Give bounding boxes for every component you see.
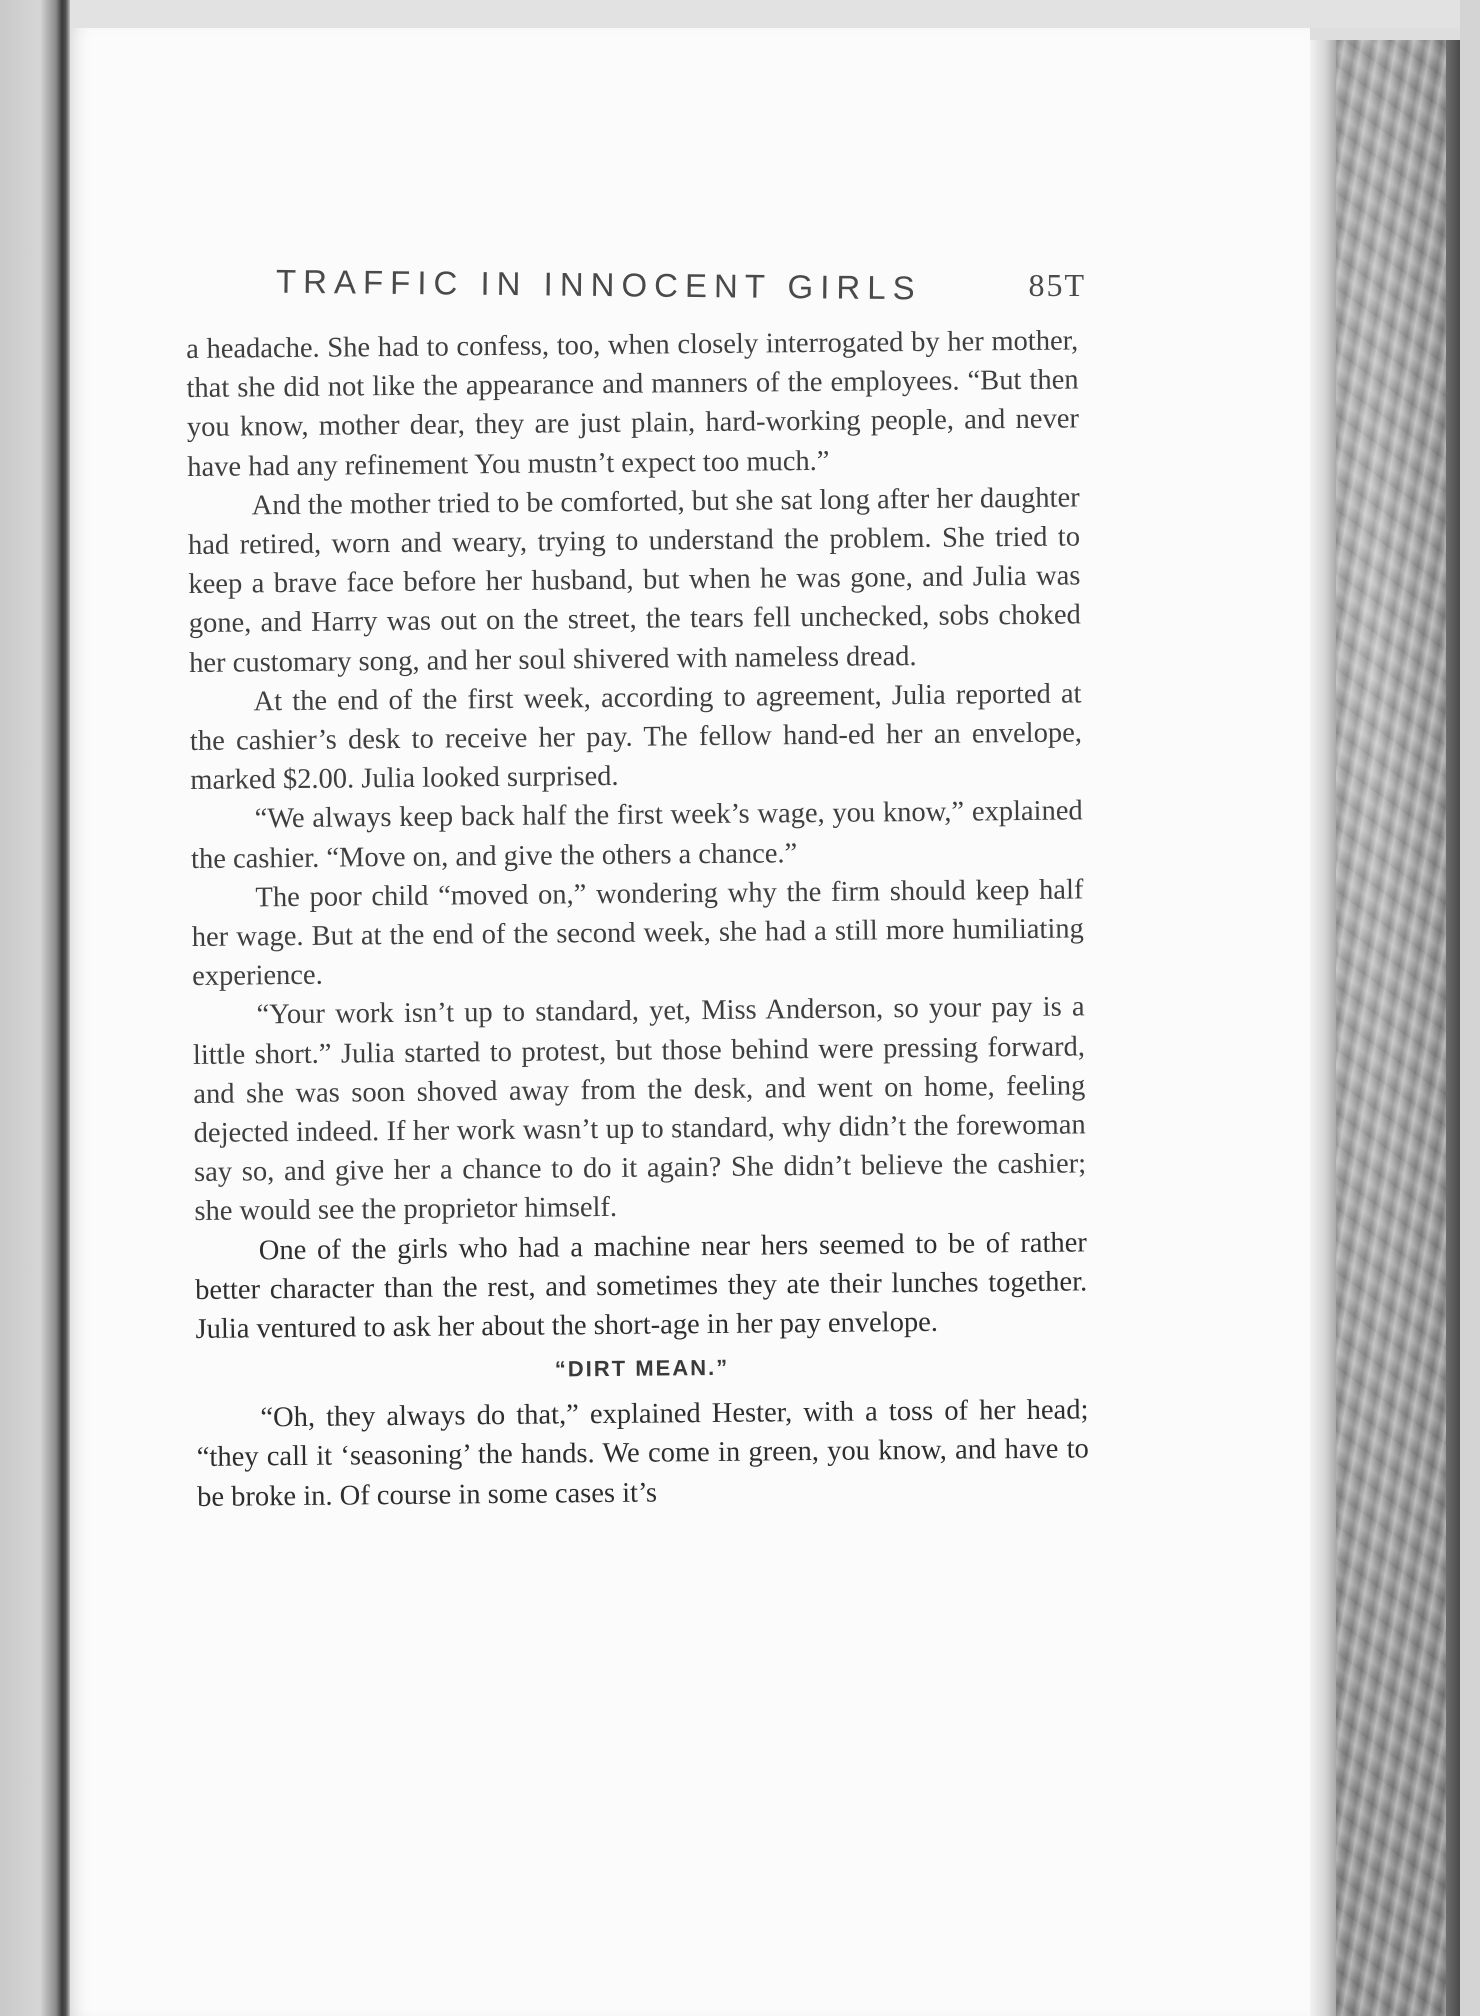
paragraph: “We always keep back half the first week’s wage, you know,” explained the cashier. “Move on, and give the others a chance.”	[190, 795, 1083, 875]
marbled-page-edge	[1310, 40, 1460, 2016]
scan-background-right	[1460, 0, 1480, 2016]
book-binding-edge	[0, 0, 70, 2016]
paragraph: “Your work isn’t up to standard, yet, Miss Anderson, so your pay is a little short.” Julia started to protest, but those behind were pressing forward, and she was soon shoved away from the desk, and went on home, feeling dejected indeed. If her work wasn’t up to standard, why didn’t the forewoman say so, and give her a chance to do it again? She didn’t believe the cashier; she would see the proprietor himself.	[192, 991, 1087, 1228]
paragraph: a headache. She had to confess, too, when closely interrogated by her mother, that she did not like the appearance and manners of the employees. “But then you know, mother dear, they are just plain, hard-working people, and never have had any refinement You mustn’t expect too much.”	[186, 325, 1080, 483]
scan-background-top	[0, 0, 1480, 28]
page-number: 85T	[1028, 267, 1086, 303]
paragraph: “Oh, they always do that,” explained Hester, with a toss of her head; “they call it ‘seasoning’ the hands. We come in green, you know, and have to be broke in. Of course in some cases it’s	[196, 1394, 1089, 1513]
paragraph: And the mother tried to be comforted, but she sat long after her daughter had retired, worn and weary, trying to understand the problem. She tried to keep a brave face before her husband, but when he was gone, and Julia was gone, and Harry was out on the street, the tears fell unchecked, sobs choked her customary song, and her soul shivered with nameless dread.	[187, 482, 1081, 679]
running-header	[275, 262, 1086, 312]
section-heading: “DIRT MEAN.”	[554, 1355, 730, 1382]
paragraph: At the end of the first week, according to agreement, Julia reported at the cashier’s desk to receive her pay. The fellow hand-ed her an envelope, marked $2.00. Julia looked surprised.	[189, 678, 1083, 797]
running-title: TRAFFIC IN INNOCENT GIRLS	[275, 262, 922, 307]
paragraph: The poor child “moved on,” wondering why the firm should keep half her wage. But at the end of the second week, she had a still more humiliating experience.	[191, 874, 1084, 993]
paragraph: One of the girls who had a machine near hers seemed to be of rather better character than the rest, and sometimes they ate their lunches together. Julia ventured to ask her about the short-age in her pay envelope.	[195, 1227, 1088, 1346]
body-text	[186, 321, 1089, 1516]
